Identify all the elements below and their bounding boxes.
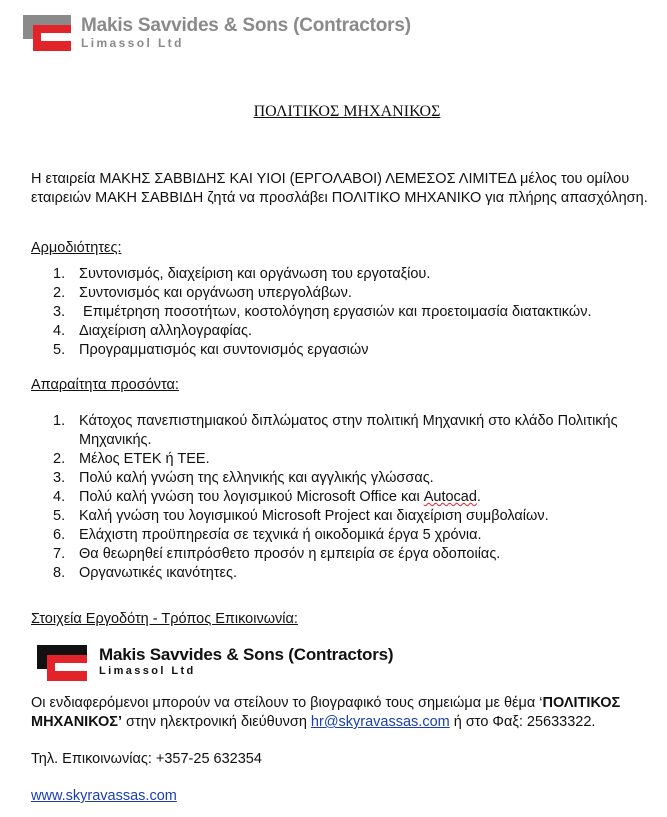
list-item: 5. Καλή γνώση του λογισμικού Microsoft Project και διαχείριση συμβολαίων. [53,508,549,524]
list-item: 3. Επιμέτρηση ποσοτήτων, κοστολόγηση εργασιών και προετοιμασία διατακτικών. [53,304,592,320]
company-logo-top [23,15,411,51]
email-subject: ΠΟΛΙΤΙΚΟΣ ΜΗΧΑΝΙΚΟΣ’ [31,695,621,730]
contact-heading: Στοιχεία Εργοδότη - Τρόπος Επικοινωνία: [31,611,298,627]
phone-text: Τηλ. Επικοινωνίας: +357-25 632354 [31,751,262,767]
logo-company-name: Makis Savvides & Sons (Contractors) [99,645,394,664]
list-item: 7. Θα θεωρηθεί επιπρόσθετο προσόν η εμπειρία σε έργα οδοποιίας. [53,546,501,562]
responsibilities-heading: Αρμοδιότητες: [31,240,122,256]
qualifications-heading: Απαραίτητα προσόντα: [31,377,179,393]
logo-company-location: Limassol Ltd [81,36,184,50]
responsibilities-list [31,265,661,360]
contact-paragraph: Οι ενδιαφερόμενοι μπορούν να στείλουν το βιογραφικό τους σημειώμα με θέμα ‘ΠΟΛΙΤΙΚΟΣ ΜΗΧΑΝΙΚΟΣ’ στην ηλεκτρονική διεύθυνση hr@skyravassas.com ή στο Φαξ: 25633322. [31,695,621,730]
list-item: 5. Προγραμματισμός και συντονισμός εργασιών [53,342,369,358]
qualifications-list [31,412,621,583]
list-item: 4. Διαχείριση αλληλογραφίας. [53,323,253,339]
list-item: 2. Συντονισμός και οργάνωση υπεργολάβων. [53,285,352,301]
company-logo-bottom [37,645,393,681]
logo-company-location: Limassol Ltd [99,665,196,677]
website-line [31,787,651,806]
logo-mark-icon [23,15,73,51]
page-title: ΠΟΛΙΤΙΚΟΣ ΜΗΧΑΝΙΚΟΣ [253,103,441,120]
list-item: 6. Ελάχιστη προϋπηρεσία σε τεχνικά ή οικοδομικά έργα 5 χρόνια. [53,527,482,543]
list-item: 8. Οργανωτικές ικανότητες. [53,565,237,581]
list-item: 1. Κάτοχος πανεπιστημιακού διπλώματος στην πολιτική Μηχανική στο κλάδο Πολιτικής Μηχανικής. [53,413,618,448]
logo-company-name: Makis Savvides & Sons (Contractors) [81,15,411,36]
email-link[interactable]: hr@skyravassas.com [310,714,450,730]
website-link[interactable]: www.skyravassas.com [31,788,177,804]
list-item: 3. Πολύ καλή γνώση της ελληνικής και αγγλικής γλώσσας. [53,470,434,486]
list-item: 4. Πολύ καλή γνώση του λογισμικού Microsoft Office και Autocad. [53,489,481,505]
list-item: 1. Συντονισμός, διαχείριση και οργάνωση του εργοταξίου. [53,266,431,282]
list-item: 2. Μέλος ΕΤΕΚ ή ΤΕΕ. [53,451,210,467]
logo-mark-icon [37,645,89,681]
intro-paragraph: Η εταιρεία ΜΑΚΗΣ ΣΑΒΒΙΔΗΣ ΚΑΙ ΥΙΟΙ (ΕΡΓΟΛΑΒΟΙ) ΛΕΜΕΣΟΣ ΛΙΜΙΤΕΔ μέλος του ομίλου εταιρειών ΜΑΚΗ ΣΑΒΒΙΔΗ ζητά να προσλάβει ΠΟΛΙΤΙΚΟ ΜΗΧΑΝΙΚΟ για πλήρης απασχόληση. [31,171,648,206]
